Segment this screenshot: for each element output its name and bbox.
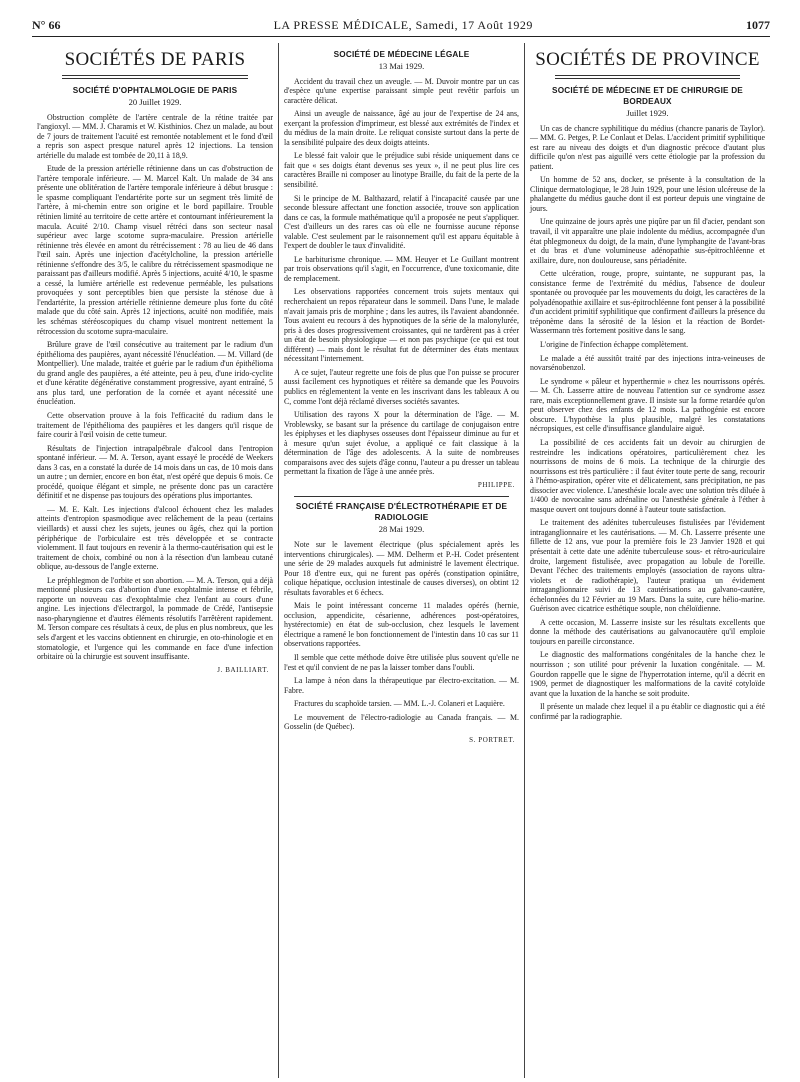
paragraph: La possibilité de ces accidents fait un devoir au chirurgien de restreindre les indications opératoires, particulièrement chez les nourrissons de moins de 6 mois. La technique de la chirurgie des nourrissons est très particulière : il faut éviter toute perte de sang, recourir à l'hémo-aspiration, opérer vite et délicatement, sans précipitation, ne pas dissocier avec violence. L'anesthésie locale avec une solution très diluée à 1/400 de novocaïne sans adrénaline ou l'anesthésie générale à l'éther à masque ouvert ont toujours donné à l'auteur toute satisfaction. <box>530 437 765 514</box>
page-header <box>32 18 770 37</box>
journal-title: LA PRESSE MÉDICALE, Samedi, 17 Août 1929 <box>273 18 533 32</box>
paragraph: A ce sujet, l'auteur regrette une fois de plus que l'on puisse se procurer aussi facilement ces hypnotiques et réitère sa demande que les Pouvoirs publics en réglementent la vente en les inscrivant dans les tableaux A ou C, comme l'ont déjà réclamé diverses sociétés savantes. <box>284 367 519 406</box>
paragraph: Le traitement des adénites tuberculeuses fistulisées par l'évidement intraganglionnaire et les cautérisations. — M. Ch. Lasserre présente une fillette de 12 ans, vue pour la première fois le 23 Janvier 1928 et qui présentait à cette date une adénite tuberculeuse sous- et rétro-auriculaire droite, largement fistulisée, avec propagation au lobule de l'oreille. Devant l'échec des traitements employés (association de rayons ultra-violets et de radiothérapie), l'auteur pratiqua un évidement intraganglionnaire suivi de 13 cautérisations au galvano-cautère, échelonnées du 12 Février au 19 Mars. Dans la suite, cure hélio-marine. Guérison avec cicatrice esthétique souple, non chéloïdienne. <box>530 518 765 614</box>
paragraph: Note sur le lavement électrique (plus spécialement après les interventions chirurgicales). — MM. Delherm et P.-H. Codet présentent une série de 29 malades auxquels fut administré le lavement électrique. Pour 18 d'entre eux, qui ne furent pas opérés (constipation opiniâtre, colique hépatique, occlusion intestinale de causes diverses), on obtint 12 résultats favorables et 6 échecs. <box>284 539 519 597</box>
paragraph: Le préphlegmon de l'orbite et son abortion. — M. A. Terson, qui a déjà mentionné plusieurs cas d'abortion d'une exophtalmie intense et fébrile, rapporte un nouveau cas d'exophtalmie chez l'enfant au cours d'une angine. Les injections d'électrargol, la pommade de Crédé, l'antisepsie naso-pharyngienne et d'autres éléments résolutifs l'arrêtèrent rapidement. M. Terson compare ces résultats à ceux, de plus en plus nombreux, que les sels d'argent et les vaccins obtiennent en chirurgie, en oto-rhinologie et en stomatologie, et l'urgence qui les commande en face d'une infection orbitaire où la chirurgie est souvent insuffisante. <box>37 575 273 662</box>
column-1 <box>32 43 278 1078</box>
signature: PHILIPPE. <box>477 480 515 489</box>
paragraph: A cette occasion, M. Lasserre insiste sur les résultats excellents que donne la méthode des cautérisations au galvanocautère qu'il emploie toujours en pareille circonstance. <box>530 617 765 646</box>
paragraph: Le blessé fait valoir que le préjudice subi réside uniquement dans ce fait que « ses doigts étant devenus ses yeux », il ne peut plus lire ces caractères Braille ni composer au linotype Braille, du fait de la perte de la sensibilité. <box>284 151 519 190</box>
section-heading: SOCIÉTÉS DE PARIS <box>64 49 246 70</box>
paragraph: Il présente un malade chez lequel il a pu établir ce diagnostic qui a été confirmé par la radiographie. <box>530 702 765 721</box>
society-title: SOCIÉTÉ FRANÇAISE D'ÉLECTROTHÉRAPIE ET DE RADIOLOGIE <box>295 502 508 523</box>
paragraph: Un cas de chancre syphilitique du médius (chancre panaris de Taylor). — MM. G. Petges, P. Le Conlaut et Delas. L'accident primitif syphilitique est rare au niveau des doigts et d'un diagnostic précoce d'autant plus difficile qu'on n'est pas aiguillé vers cette étiologie par la profession du patient. <box>530 123 765 171</box>
paragraph: Il semble que cette méthode doive être utilisée plus souvent qu'elle ne l'est et qu'il convient de ne pas la laisser tomber dans l'oubli. <box>284 652 519 672</box>
paragraph: Résultats de l'injection intrapalpébrale d'alcool dans l'entropion spontané inférieur. — M. A. Terson, ayant essayé le procédé de Weekers dans 3 cas, en a constaté la durée de 14 mois dans un cas, de 10 mois dans un autre ; un dernier, encore en bon état, n'est opéré que depuis 6 mois. Ce procédé, quoique élégant et simple, ne présente donc pas un caractère définitif et ne dispense pas toujours des opérations plus importantes. <box>37 443 273 501</box>
paragraph: Le syndrome « pâleur et hyperthermie » chez les nourrissons opérés. — M. Ch. Lasserre attire de nouveau l'attention sur ce syndrome assez rare, mais exceptionnellement grave. Il insiste sur la forme retardée qu'on peut observer chez des enfants de 12 mois. La pathogénie est encore obscure. L'hypothèse la plus plausible, malgré les constatations nécropsiques, est celle d'insuffisance glandulaire aiguë. <box>530 376 765 434</box>
paragraph: Fractures du scaphoïde tarsien. — MM. L.-J. Colaneri et Laquière. <box>294 699 505 709</box>
paragraph: L'origine de l'infection échappe complètement. <box>540 340 689 350</box>
society-title: SOCIÉTÉ DE MÉDECINE ET DE CHIRURGIE DE BORDEAUX <box>552 86 743 106</box>
paragraph: Les observations rapportées concernent trois sujets mentaux qui recherchaient un repos réparateur dans le sommeil. Dans l'une, le malade n'avait jamais pris de morphine ; dans les autres, ils l'avaient abandonnée. Tous avaient eu recours à des hypnotiques de la série de la malonylurée, pris à des doses progressivement croissantes, qui ne tardèrent pas à créer un état de besoin physiologique — et non pas psychique (ce qui est tout différent) — mais dont le résultat fut de déterminer des états mentaux nécessitant l'internement. <box>284 287 519 364</box>
paragraph: Cette observation prouve à la fois l'efficacité du radium dans le traitement de l'épithélioma des paupières et les dangers qu'il risque de faire courir à l'œil voisin de cette tumeur. <box>37 410 273 440</box>
column-3 <box>524 43 770 1078</box>
session-date: 28 Mai 1929. <box>378 524 425 535</box>
paragraph: — M. E. Kalt. Les injections d'alcool échouent chez les malades atteints d'entropion spasmodique avec relâchement de la peau (certains vieillards) et aussi chez les sujets, jeunes ou âgés, chez qui la portion périphérique de l'orbiculaire est très développée et se contracte violemment. Il faut toujours en revenir à la thermo-cautérisation qui est le traitement de choix, combiné ou non à la résection d'un lambeau cutané oblique, au-dessous de l'angle externe. <box>37 504 273 572</box>
issue-number: N° 66 <box>32 18 61 32</box>
session-date: Juillet 1929. <box>626 108 669 118</box>
paragraph: Obstruction complète de l'artère centrale de la rétine traitée par l'angioxyl. — MM. J. Charamis et W. Kisthinios. Chez un malade, au bout de 7 jours de traitement l'acuité est remontée notablement et le fond d'œil a repris son aspect presque naturel après 12 injections. La tension artérielle du malade est tombée de 20,11 à 18,9. <box>37 112 273 160</box>
signature: S. PORTRET. <box>469 735 515 744</box>
double-rule <box>62 75 248 79</box>
society-title: SOCIÉTÉ D'OPHTALMOLOGIE DE PARIS <box>72 86 238 95</box>
paragraph: Une quinzaine de jours après une piqûre par un fil d'acier, pendant son travail, il vit apparaître une plaie indolente du médius, accompagnée d'un état phlegmoneux du doigt, de la main, d'une lymphangite de l'avant-bras et du bras et d'une volumineuse adénopathie sus-épitrochléenne et axillaire, dure, non douloureuse, sans périadénite. <box>530 217 765 265</box>
paragraph: Le malade a été aussitôt traité par des injections intra-veineuses de novarsénobenzol. <box>530 353 765 373</box>
section-heading: SOCIÉTÉS DE PROVINCE <box>535 49 760 70</box>
paragraph: Le mouvement de l'électro-radiologie au Canada français. — M. Gosselin (de Québec). <box>284 712 519 732</box>
paragraph: Accident du travail chez un aveugle. — M. Duvoir montre par un cas d'espèce qu'une expertise paraissant simple peut revêtir parfois un caractère délicat. <box>284 76 519 105</box>
paragraph: La lampe à néon dans la thérapeutique par électro-excitation. — M. Fabre. <box>284 676 519 695</box>
signature: J. BAILLIART. <box>217 665 269 674</box>
session-date: 20 Juillet 1929. <box>128 97 182 107</box>
paragraph: Ainsi un aveugle de naissance, âgé au jour de l'expertise de 24 ans, exerçant la profession d'imprimeur, est blessé aux extrémités de l'index et du médius de la main droite. Le reliquat consiste surtout dans la perte de la sensibilité pulpaire des deux doigts atteints. <box>284 109 519 147</box>
paragraph: Le diagnostic des malformations congénitales de la hanche chez le nourrisson ; son utilité pour prévenir la luxation congénitale. — M. Gourdon rappelle que le signe de l'hyperrotation interne, qu'il a décrit en 1909, permet de diagnostiquer les malformations de la cavité cotyloïde avant que la luxation de la hanche se soit produite. <box>530 650 765 698</box>
section-divider <box>294 496 509 497</box>
paragraph: Utilisation des rayons X pour la détermination de l'âge. — M. Vroblewsky, se basant sur la présence du cartilage de conjugaison entre les épiphyses et les diaphyses osseuses dont l'épaisseur diminue au fur et à mesure qu'un sujet évolue, a appliqué ce fait classique à la détermination de l'âge des adolescents. A la suite de nombreuses comparaisons avec des sujets d'âge connu, l'auteur a pu dresser un tableau permettant la fixation de l'âge à une année près. <box>284 410 519 477</box>
paragraph: Le barbiturisme chronique. — MM. Heuyer et Le Guillant montrent par trois observations qu'il s'agit, en l'occurrence, d'une toxicomanie, dite de remplacement. <box>284 254 519 283</box>
session-date: 13 Mai 1929. <box>378 61 425 71</box>
society-title: SOCIÉTÉ DE MÉDECINE LÉGALE <box>333 50 470 59</box>
paragraph: Un homme de 52 ans, docker, se présente à la consultation de la Clinique dermatologique, le 28 Juin 1929, pour une lésion ulcéreuse de la phalangette du médius gauche dont il est porteur depuis une vingtaine de jours. <box>530 175 765 213</box>
double-rule <box>555 75 740 79</box>
paragraph: Cette ulcération, rouge, propre, suintante, ne suppurant pas, la consistance ferme de l'extrémité du médius, l'absence de douleur spontanée ou provoquée par les mouvements du doigt, les caractères de la polyadénopathie axillaire et sus-épitrochléenne font penser à la possibilité d'un accident primitif syphilitique que confirment d'ailleurs la présence du tréponème dans la sérosité de la lésion et la réaction de Bordet-Wassermann très fortement positive dans le sang. <box>530 269 765 336</box>
paragraph: Etude de la pression artérielle rétinienne dans un cas d'obstruction de l'artère temporale inférieure. — M. Marcel Kalt. Un malade de 34 ans présente une oblitération de l'artère temporale inférieure à début brusque : le spasme compliquant l'endartérite porte sur un segment très limité de l'artère, à mi-chemin entre son origine et le bord papillaire. Trouble rétinien limité au territoire de cette artère et contournant inférieurement la macula. Acuité 2/10. Champ visuel rétréci dans son secteur nasal supérieur avec large scotome supra-maculaire. Pression artérielle rétinienne très élevée en amont du rétrécissement : 78 au lieu de 46 dans l'œil sain. Après une injection d'acétylcholine, la pression artérielle rétinienne s'effondre des 3/5, le calibre du rétrécissement spasmodique ne paraissant pas d'ailleurs modifié. Après 5 injections, acuité 4/10, le spasme a cessé, la lumière artérielle est redevenue perméable, les pulsations provoquées y sont perceptibles bien que persiste la sténose due à l'endartérite, la pression artérielle rétinienne demeure plus forte du côté malade que du côté sain. Après 12 injections, acuité non modifiée, mais les schémas stéréoscopiques du champ visuel montrent nettement la rétrocession du scotome supra-maculaire. <box>37 164 273 336</box>
paragraph: Brûlure grave de l'œil consécutive au traitement par le radium d'un épithélioma des paupières, ayant nécessité l'énucléation. — M. Villard (de Montpellier). Une malade, traitée et guérie par le radium d'un épithélioma du grand angle des paupières, a été atteinte, peu à peu, d'une irido-cyclite et d'une kératite dégénérative constamment progressive, ayant entraîné, 5 ans plus tard, une perforation de la cornée et ayant nécessité une énucléation. <box>37 340 273 407</box>
paragraph: Si le principe de M. Balthazard, relatif à l'incapacité causée par une seconde blessure affectant une fonction associée, trouve son application dans ce cas, la formule mathématique qu'il a proposée ne peut s'appliquer. C'est d'ailleurs un des rares cas où elle ne fournisse aucune réponse valable. C'est seulement par le raisonnement qu'il est apparu équitable à l'expert de doubler le taux d'invalidité. <box>284 193 519 251</box>
column-2 <box>278 43 524 1078</box>
paragraph: Mais le point intéressant concerne 11 malades opérés (hernie, occlusion, appendicite, césarienne, adhérences post-opératoires, hystérectomie) en état de sub-occlusion, chez lesquels le lavement électrique a ramené le bon fonctionnement de l'intestin dans 10 cas sur 11 observations rapportées. <box>284 601 519 649</box>
page-number: 1077 <box>746 18 770 32</box>
